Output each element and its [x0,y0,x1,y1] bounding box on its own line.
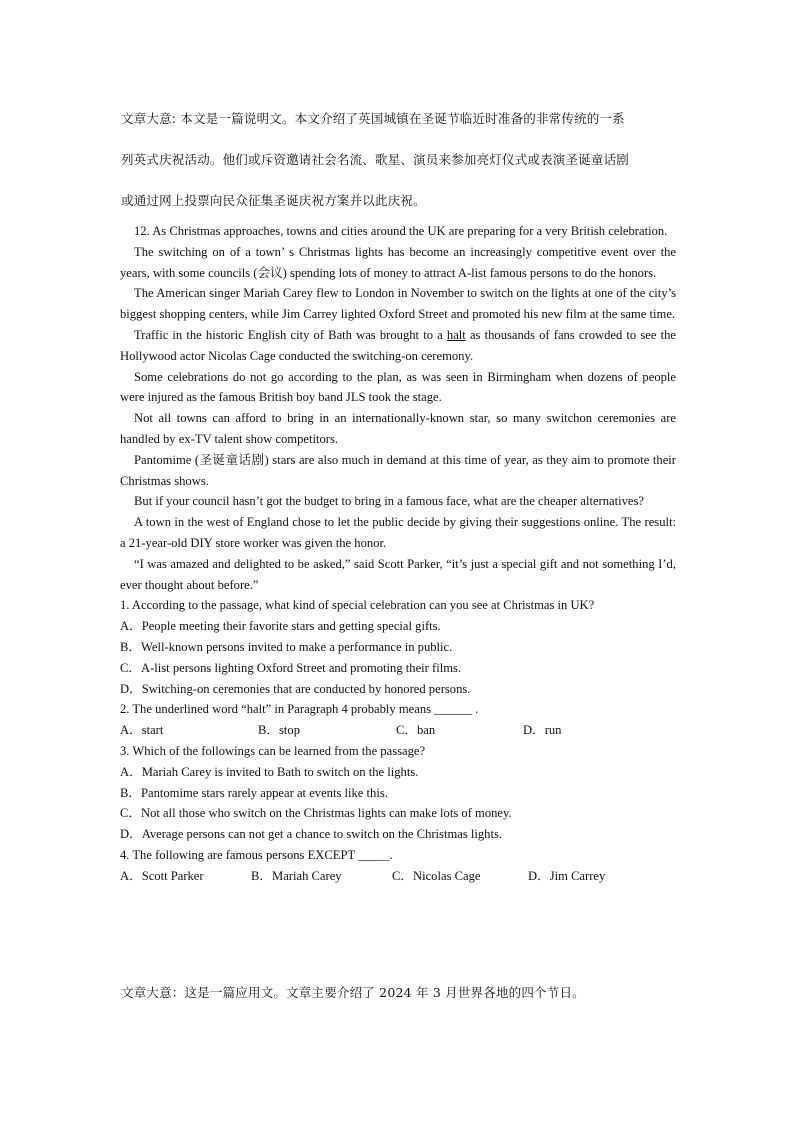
question-3-option-d: D．Average persons can not get a chance to switch on the Christmas lights. [120,827,503,842]
article-paragraph: A town in the west of England chose to let the public decide by giving their suggestions online. The result: a 21-year-old DIY store worker was given the honor. [120,515,676,550]
question-2-options [120,720,676,741]
article-paragraph: Not all towns can afford to bring in an internationally-known star, so many switchon ceremonies are handled by ex-TV talent show competitors. [120,411,676,446]
article-paragraph: Pantomime (圣诞童话剧) stars are also much in demand at this time of year, as they aim to promote their Christmas shows. [120,452,676,488]
question-1-option-d: D．Switching-on ceremonies that are conducted by honored persons. [120,681,471,696]
question-4-options [120,866,676,887]
question-4-option-d: D．Jim Carrey [528,868,606,883]
question-1-option-a: A．People meeting their favorite stars and getting special gifts. [120,619,441,634]
halt-text-after: as thousands of fans crowded to see the Hollywood actor Nicolas Cage conducted the switching-on ceremony. [120,327,676,363]
question-2-stem: 2. The underlined word “halt” in Paragraph 4 probably means ______ . [120,702,479,717]
question-2-option-a: A．start [120,723,164,738]
article-paragraph: Some celebrations do not go according to the plan, as was seen in Birmingham when dozens of people were injured as the famous British boy band JLS took the stage. [120,369,676,405]
question-2-option-c: C．ban [396,723,436,738]
summary-top [121,98,676,221]
question-4-option-a: A．Scott Parker [120,868,204,883]
article-paragraph: “I was amazed and delighted to be asked,” said Scott Parker, “it’s just a special gift and not something I’d, ever thought about before.” [120,556,676,592]
summary-line: 文章大意: 本文是一篇说明文。本文介绍了英国城镇在圣诞节临近时准备的非常传统的一系 [121,111,625,126]
question-1-stem: 1. According to the passage, what kind of special celebration can you see at Christmas in UK? [120,598,595,613]
question-2-option-d: D．run [523,723,562,738]
article-paragraph: But if your council hasn’t got the budget to bring in a famous face, what are the cheaper alternatives? [134,494,644,509]
question-3-stem: 3. Which of the followings can be learned from the passage? [120,743,426,758]
article-paragraph: 12. As Christmas approaches, towns and cities around the UK are preparing for a very British celebration. [134,224,668,238]
underlined-word-halt: halt [446,327,466,342]
question-4-option-b: B．Mariah Carey [251,868,342,883]
article-paragraph: The American singer Mariah Carey flew to London in November to switch on the lights at one of the city’s biggest shopping centers, while Jim Carrey lighted Oxford Street and promoted his new film at the same time. [120,286,676,322]
halt-text-before: Traffic in the historic English city of Bath was brought to a [134,327,447,342]
question-1-option-b: B．Well-known persons invited to make a performance in public. [120,639,453,654]
question-4-option-c: C．Nicolas Cage [392,868,481,883]
question-2-option-b: B．stop [258,723,300,738]
article [120,221,676,887]
summary-line: 或通过网上投票向民众征集圣诞庆祝方案并以此庆祝。 [121,193,426,208]
article-paragraph: The switching on of a town’ s Christmas lights has become an increasingly competitive event over the years, with some councils (会议) spending lots of money to attract A-list famous persons to do the honors. [120,244,676,280]
summary-line: 列英式庆祝活动。他们或斥资邀请社会名流、歌星、演员来参加亮灯仪式或表演圣诞童话剧 [121,152,630,167]
article-paragraph-halt [120,325,676,367]
question-3-option-c: C．Not all those who switch on the Christmas lights can make lots of money. [120,806,512,821]
question-4-stem: 4. The following are famous persons EXCEPT _____. [120,847,393,862]
question-1-option-c: C．A-list persons lighting Oxford Street and promoting their films. [120,660,462,675]
question-3-option-b: B．Pantomime stars rarely appear at events like this. [120,785,388,800]
summary-bottom: 文章大意：这是一篇应用文。文章主要介绍了 2024 年 3 月世界各地的四个节日。 [121,985,585,1000]
question-3-option-a: A．Mariah Carey is invited to Bath to switch on the lights. [120,764,419,779]
